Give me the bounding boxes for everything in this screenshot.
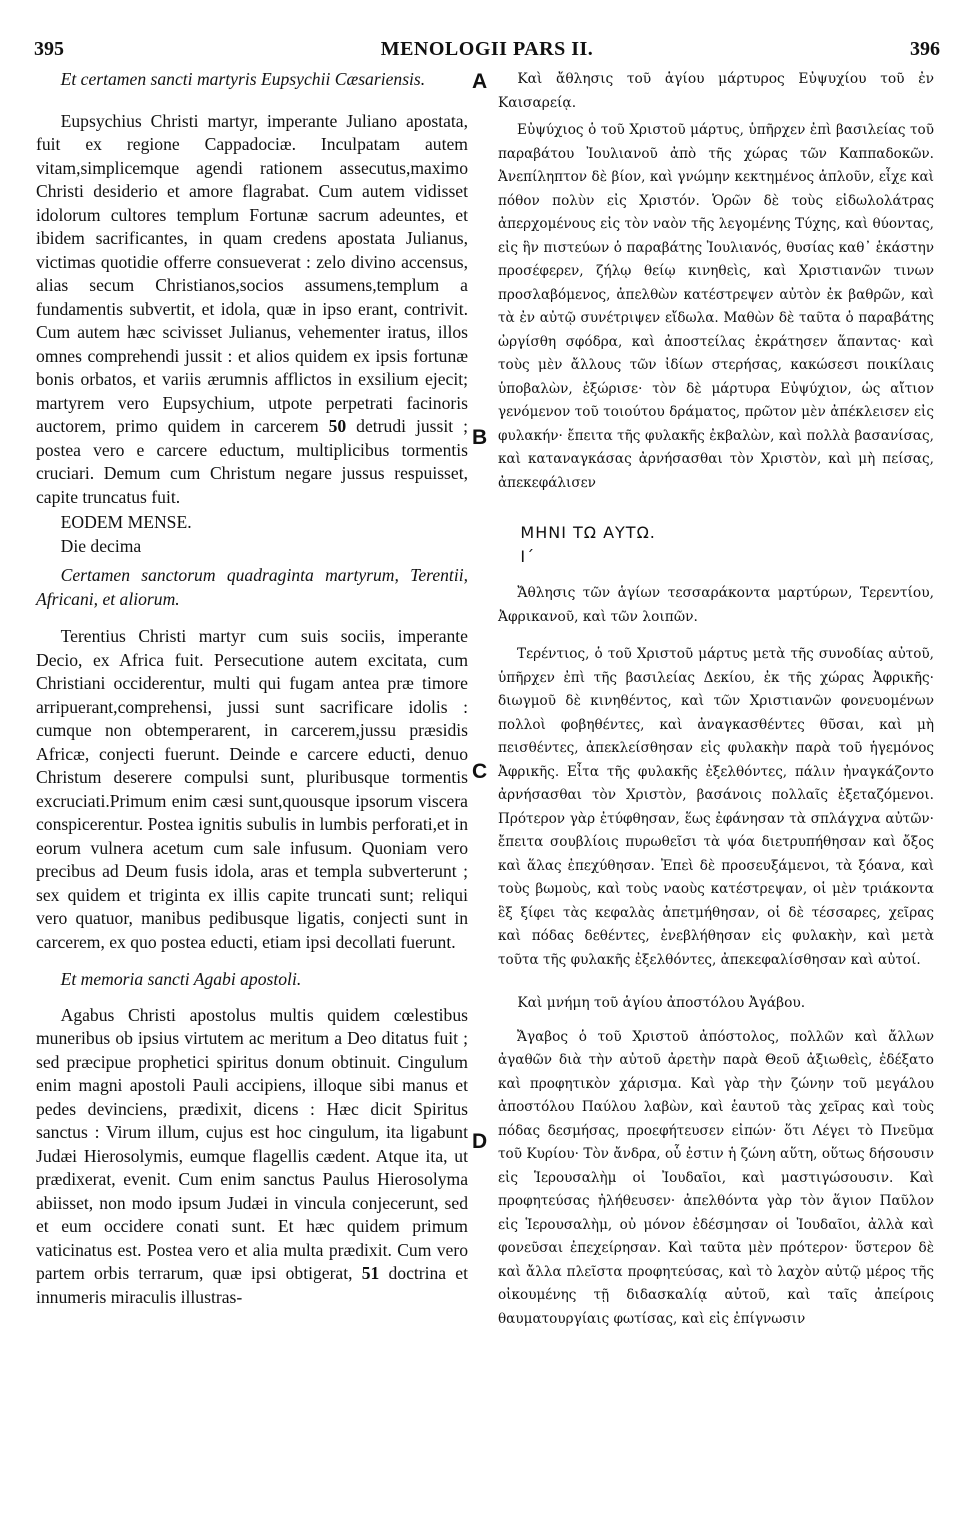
section-marker-a: A: [472, 70, 488, 93]
section-marker-c: C: [472, 760, 488, 783]
running-title: MENOLOGII PARS II.: [380, 38, 594, 60]
section-marker-d: D: [472, 1130, 488, 1153]
latin-paragraph-eupsychius-text: Eupsychius Christi martyr, imperante Juliano apostata, fuit ex regione Cappadociæ. Inculpatam autem vitam,simplicemque agendi rationem assecutus,maximo Christi desiderio et amore flagrabat. Cum autem vidisset idolorum cultores templum Fortunæ sacrum adeuntes, et ibidem sacrificantes, in quam credens apostata Julianus, victimas quotidie offerre consueverat : zelo divino accensus, alias secum Christianos,socios assumens,templum a fundamentis subvertit, et idola, quæ in ipso erant, contrivit. Cum autem hæc scivisset Julianus, vehementer iratus, illos omnes comprehendi jussit : et alios quidem ex ipsis fortunæ bonis orbatos, et variis ærumnis afflictos in exsilium ejecit; martyrem vero Eupsychium, utpote perpetrati facinoris auctorem, primo quidem in carcerem: [36, 110, 468, 436]
latin-title-forty-martyrs: Certamen sanctorum quadraginta martyrum, Terentii, Africani, et aliorum.: [36, 565, 468, 609]
latin-paragraph-eupsychius: [36, 110, 468, 510]
latin-column: [36, 68, 468, 1309]
column-number-50: 50: [328, 416, 347, 436]
latin-paragraph-agabus-end: doctrina et innumeris miraculis illustras-: [36, 1263, 468, 1307]
page-header: [34, 38, 940, 64]
column-number-51: 51: [361, 1263, 380, 1283]
greek-paragraph-forty-martyrs: Τερέντιος, ὁ τοῦ Χριστοῦ μάρτυς μετὰ τῆς συνοδίας αὐτοῦ, ὑπῆρχεν ἐπὶ τῆς βασιλείας Δεκίου, ἐκ τῆς χώρας Ἀφρικῆς· διωγμοῦ δὲ κινηθέντος, καὶ τῶν Χριστιανῶν φονευομένων πολλοὶ φοβηθέντες, καὶ ἀναγκασθέντες θῦσαι, καὶ μὴ πεισθέντες, ἀπεκλείσθησαν εἰς φυλακὴν παρὰ τοῦ ἡγεμόνος Ἀφρικῆς. Εἶτα τῆς φυλακῆς ἐξελθόντες, πάλιν ἠναγκάζοντο ἀρνήσασθαι τὸν Χριστὸν, βασάνοις πολλαῖς ἐξεταζόμενοι. Πρότερον γὰρ ἐτύφθησαν, ἕως ἐφάνησαν τὰ σπλάγχνα αὐτῶν· ἔπειτα σουβλίοις πυρωθεῖσι τὰ ψόα διετρυπήθησαν καὶ ὄξος καὶ ἅλας ἐπεχύθησαν. Ἐπεὶ δὲ προσευξάμενοι, τὰ ξόανα, καὶ τοὺς βωμοὺς, καὶ τοὺς ναοὺς κατέστρεψαν, οἱ μὲν τριάκοντα ἓξ ξίφει τὰς κεφαλὰς ἀπετμήθησαν, οἱ δὲ τέσσαρες, χεῖρας καὶ πόδας δεθέντες, ἐνεβλήθησαν εἰς φυλακὴν, καὶ μετὰ τοῦτα τῆς φυλακῆς ἐξελθόντες, ἀπεκεφαλίσθησαν καὶ αὐτοί.: [498, 646, 934, 968]
greek-month-heading: ΜΗΝΙ ΤΩ ΑΥΤΩ.: [520, 523, 656, 542]
greek-title-eupsychius: Καὶ ἄθλησις τοῦ ἁγίου μάρτυρος Εὐψυχίου τοῦ ἐν Καισαρείᾳ.: [498, 71, 934, 111]
greek-paragraph-agabus: Ἄγαβος ὁ τοῦ Χριστοῦ ἀπόστολος, πολλῶν καὶ ἄλλων ἀγαθῶν διὰ τὴν αὐτοῦ ἀρετὴν παρὰ Θεοῦ ἀξιωθεὶς, ἐδέξατο καὶ προφητικὸν χάρισμα. Καὶ γὰρ τὴν ζώνην τοῦ μεγάλου ἀποστόλου Παύλου λαβὼν, καὶ ἑαυτοῦ τὰς χεῖρας καὶ τοὺς πόδας δεσμήσας, προεφήτευσεν εἰπών· ὅτι Λέγει τὸ Πνεῦμα τοῦ Κυρίου· Τὸν ἄνδρα, οὗ ἐστιν ἡ ζώνη αὕτη, οὕτως δήσουσιν εἰς Ἱερουσαλὴμ οἱ Ἰουδαῖοι, καὶ μαστιγώσουσιν. Καὶ προφητεύσας ἠλήθευσεν· ἀπελθόντα γὰρ τὸν ἅγιον Παῦλον εἰς Ἱερουσαλὴμ, οὐ μόνον ἐδέσμησαν οἱ Ἰουδαῖοι, ἀλλὰ καὶ φονεῦσαι ἐπεχείρησαν. Καὶ ταῦτα μὲν πρότερον· ὕστερον δὲ καὶ ἄλλα πλεῖστα προφητεύσας, καὶ τὸ λαχὸν αὐτῷ μέρος τῆς οἰκουμένης τῇ διδασκαλίᾳ αὐτοῦ, καὶ ταῖς ἀπείροις θαυματουργίαις φωτίσας, καὶ εἰς ἐπίγνωσιν: [498, 1028, 934, 1327]
page-number-left: 395: [34, 38, 64, 60]
section-marker-b: B: [472, 426, 488, 449]
latin-title-eupsychius: Et certamen sancti martyris Eupsychii Cæsariensis.: [60, 69, 426, 89]
greek-day-heading: Ι΄: [520, 546, 536, 566]
latin-month-heading: EODEM MENSE.: [60, 512, 192, 532]
page-number-right: 396: [910, 38, 940, 60]
greek-column: [498, 68, 934, 1331]
greek-paragraph-eupsychius: Εὐψύχιος ὁ τοῦ Χριστοῦ μάρτυς, ὑπῆρχεν ἐπὶ βασιλείας τοῦ παραβάτου Ἰουλιανοῦ ἀπὸ τῆς χώρας τῶν Καππαδοκῶν. Ἀνεπίληπτον δὲ βίον, καὶ γνώμην κεκτημένος ἁπλοῦν, εἶχε καὶ πόθον πολὺν εἰς Χριστόν. Ὁρῶν δὲ τοὺς εἰδωλολάτρας ἀπερχομένους εἰς τὸν ναὸν τῆς λεγομένης Τύχης, καὶ θύοντας, εἰς ἣν πιστεύων ὁ παραβάτης Ἰουλιανός, θυσίας καθ᾽ ἑκάστην προσέφερεν, ζήλῳ θείῳ κινηθεὶς, καὶ Χριστιανῶν τινων προσλαβόμενος, ἀπελθὼν κατέστρεψεν αὐτὸν ἐκ βαθρῶν, καὶ τὰ ἐν αὐτῷ συνέτριψεν εἴδωλα. Μαθὼν δὲ ταῦτα ὁ παραβάτης ὠργίσθη σφόδρα, καὶ ἀποστείλας ἐκράτησεν ἅπαντας· καὶ τοὺς μὲν ἄλλους τῶν ἰδίων στερήσας, κακώσεσι ποικίλαις ὑποβαλὼν, ἐξώρισε· τὸν δὲ μάρτυρα Εὐψύχιον, ὡς αἴτιον γενόμενον τοῦ τοιούτου δράματος, πρῶτον μὲν ἀπέκλεισεν εἰς φυλακήν· ἔπειτα τῆς φυλακῆς ἐκβαλὼν, καὶ πολλὰ βασανίσας, καὶ καταναγκάσας ἀρνήσασθαι τὸν Χριστὸν, καὶ μὴ πείσας, ἀπεκεφάλισεν: [498, 122, 934, 491]
latin-title-agabus: Et memoria sancti Agabi apostoli.: [60, 969, 302, 989]
latin-day-heading: Die decima: [60, 535, 142, 556]
latin-paragraph-agabus-text: Agabus Christi apostolus multis quidem cœlestibus muneribus ob ipsius virtutem ac meritum a Deo ditatus fuit ; sed præcipue prophetici spiritus donum obtinuit. Cingulum enim magni apostoli Pauli accipiens, illoque sibi manus et pedes devinciens, prædixit, dicens : Hæc dicit Spiritus sanctus : Virum illum, cujus est hoc cingulum, ita ligabunt Judæi Hierosolymis, eumque flagellis cædent. Atque ita, ut prædixerat, evenit. Cum enim sanctus Paulus Hierosolyma abiisset, non modo ipsum Judæi in vincula conjecerunt, sed et eum occidere conati sunt. Et hæc quidem primum vaticinatus est. Postea vero et alia multa prædixit. Cum vero partem orbis terrarum, quæ ipsi obtigerat,: [36, 1004, 468, 1283]
latin-paragraph-forty-martyrs: Terentius Christi martyr cum suis sociis, imperante Decio, ex Africa fuit. Persecutione autem excitata, cum Christiani occiderentur, multi qui fugam antea præ timore arripuerant,comprehensi, jussi sunt sacrificare idolis : cumque non obtemperarent, in carcerem,jussu præsidis Africæ, conjecti fuerunt. Deinde e carcere educti, denuo Christum deserere compulsi sunt, pluribusque tormentis excruciati.Primum enim cæsi sunt,quousque ipsorum viscera conspicerentur. Postea ignitis subulis in lumbis perforati,et in eorum vulnera acetum cum sale infusum. Quoniam vero precibus ad Deum fusis idola, aras et templa subverterunt ; sex quidem et triginta ex illis capite truncati sunt; reliqui vero quatuor, manibus pedibusque ligatis, conjecti sunt in carcerem, ex quo postea educti, etiam ipsi decollati fuerunt.: [36, 626, 468, 952]
latin-paragraph-eupsychius-end: detrudi jussit ; postea vero e carcere eductum, multiplicibus tormentis cruciari. Demum cum Christum negare jussus respuisset, capite truncatus fuit.: [36, 416, 468, 507]
latin-paragraph-agabus: [36, 1004, 468, 1310]
greek-title-forty-martyrs: Ἄθλησις τῶν ἁγίων τεσσαράκοντα μαρτύρων, Τερεντίου, Ἀφρικανοῦ, καὶ τῶν λοιπῶν.: [498, 585, 934, 625]
greek-title-agabus: Καὶ μνήμη τοῦ ἁγίου ἀποστόλου Ἀγάβου.: [517, 995, 806, 1011]
